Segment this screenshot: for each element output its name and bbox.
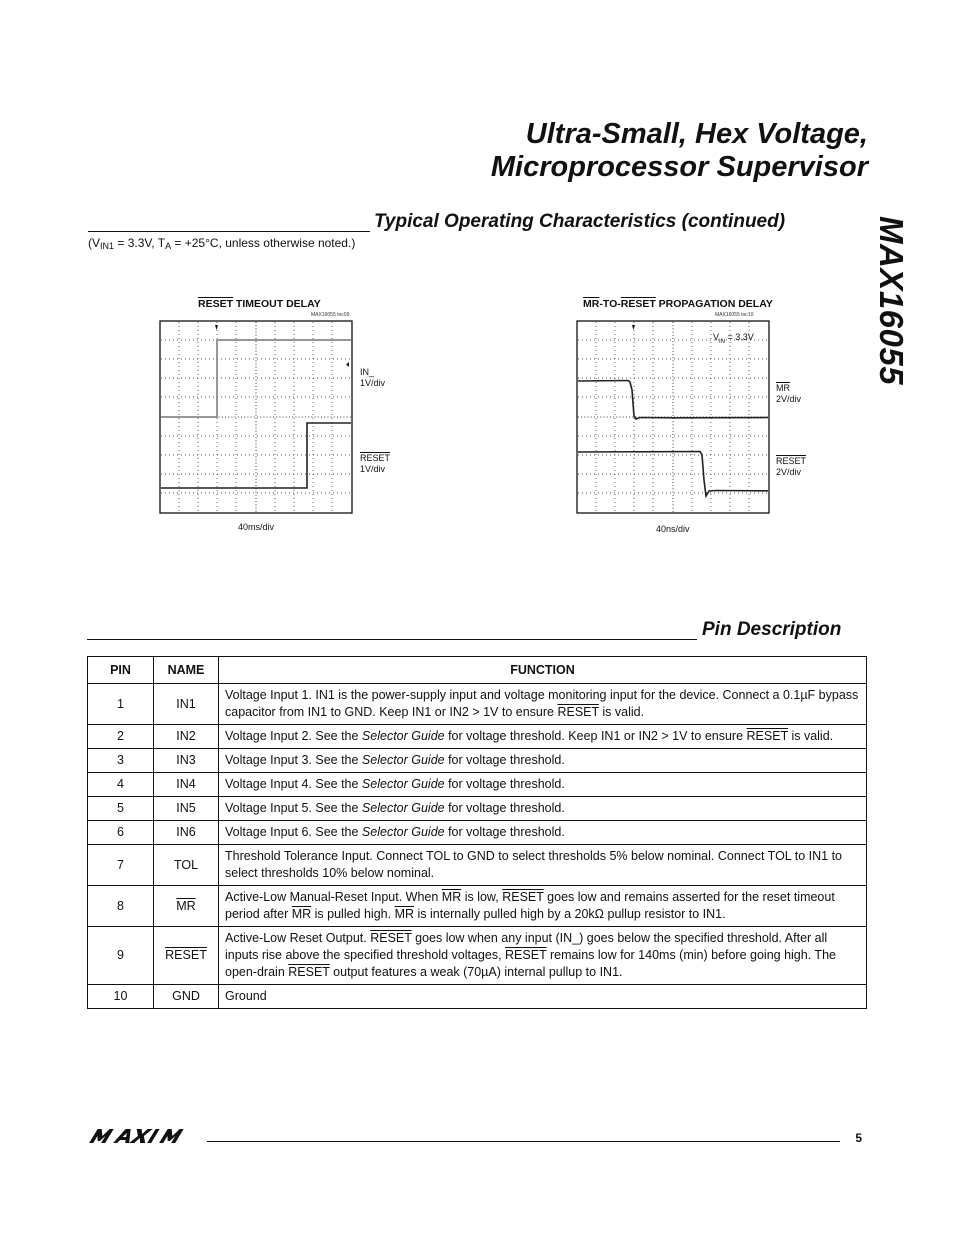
- col-header-pin: PIN: [88, 657, 154, 684]
- pin-heading-rule: [87, 639, 697, 640]
- pin-name: TOL: [154, 845, 219, 886]
- pin-function: Voltage Input 1. IN1 is the power-supply input and voltage monitoring input for the device. Connect a 0.1µF bypass capacitor from IN1 to GND. Keep IN1 or IN2 > 1V to ensure RESET is valid.: [219, 684, 867, 725]
- pin-name: GND: [154, 985, 219, 1009]
- col-header-name: NAME: [154, 657, 219, 684]
- scope2-reset-label: RESET 2V/div: [776, 456, 807, 477]
- document-title: [491, 118, 868, 184]
- col-header-function: FUNCTION: [219, 657, 867, 684]
- pin-name: IN1: [154, 684, 219, 725]
- pin-number: 3: [88, 749, 154, 773]
- toc-heading-rule: [88, 231, 370, 232]
- pin-function: Voltage Input 5. See the Selector Guide for voltage threshold.: [219, 797, 867, 821]
- scope1-in-label: IN_ 1V/div: [360, 367, 386, 388]
- pin-number: 2: [88, 725, 154, 749]
- table-row: [88, 684, 867, 725]
- pin-function: Voltage Input 6. See the Selector Guide for voltage threshold.: [219, 821, 867, 845]
- pin-number: 10: [88, 985, 154, 1009]
- scope1-title: RESET TIMEOUT DELAY: [198, 298, 321, 310]
- table-row: [88, 985, 867, 1009]
- pin-name: IN2: [154, 725, 219, 749]
- table-row: [88, 821, 867, 845]
- scope2-figure-code: MAX16055 toc10: [715, 312, 754, 318]
- table-header-row: [88, 657, 867, 684]
- part-number: MAX16055: [873, 216, 910, 386]
- pin-name: $\overline{MR}$: [154, 886, 219, 927]
- scope2-screen: [576, 320, 770, 514]
- pin-description-table: [87, 656, 867, 1009]
- scope1-screen: [159, 320, 353, 514]
- pin-function: Voltage Input 2. See the Selector Guide for voltage threshold. Keep IN1 or IN2 > 1V to ensure RESET is valid.: [219, 725, 867, 749]
- table-row: [88, 725, 867, 749]
- pin-name: RESET: [154, 927, 219, 985]
- pin-function: Voltage Input 4. See the Selector Guide for voltage threshold.: [219, 773, 867, 797]
- title-line-2: Microprocessor Supervisor: [490, 151, 868, 183]
- table-row: [88, 845, 867, 886]
- part-number-side-label: [873, 216, 910, 396]
- pin-name: IN5: [154, 797, 219, 821]
- toc-heading: Typical Operating Characteristics (continued): [374, 211, 786, 232]
- title-line-1: Ultra-Small, Hex Voltage,: [525, 118, 868, 150]
- page-number: 5: [855, 1131, 862, 1145]
- pin-number: 9: [88, 927, 154, 985]
- scope1-reset-label: RESET 1V/div: [360, 453, 391, 474]
- pin-name: IN6: [154, 821, 219, 845]
- scope1-figure-code: MAX16055 toc09: [311, 312, 350, 318]
- scope2-title: $\overline{MR}-TO$-RESET PROPAGATION DELAY: [583, 298, 773, 310]
- pin-function: Active-Low Manual-Reset Input. When $\overline{MR}$ is low, RESET goes low and remains asserted for the reset timeout period after $\overline{MR}$ is pulled high. $\overline{MR}$ is internally pulled high by a 20kΩ pullup resistor to IN1.: [219, 886, 867, 927]
- scope1-timebase: 40ms/div: [238, 522, 275, 532]
- table-row: [88, 773, 867, 797]
- pin-function: Ground: [219, 985, 867, 1009]
- pin-number: 5: [88, 797, 154, 821]
- table-row: [88, 927, 867, 985]
- pin-number: 7: [88, 845, 154, 886]
- pin-name: IN3: [154, 749, 219, 773]
- footer-rule: [207, 1141, 840, 1142]
- table-row: [88, 886, 867, 927]
- pin-function: Threshold Tolerance Input. Connect TOL to GND to select thresholds 5% below nominal. Connect TOL to IN1 to select thresholds 10% below nominal.: [219, 845, 867, 886]
- scope2-vin-label: $V_{IN} = 3.3V$: [713, 332, 754, 345]
- table-row: [88, 749, 867, 773]
- pin-number: 6: [88, 821, 154, 845]
- operating-conditions: ($V_{IN1} = 3.3V$, $T_A = +25^\circ C$, unless otherwise noted.): [88, 236, 356, 251]
- pin-name: IN4: [154, 773, 219, 797]
- maxim-logo: [88, 1128, 198, 1144]
- pin-number: 4: [88, 773, 154, 797]
- pin-number: 8: [88, 886, 154, 927]
- pin-function: Voltage Input 3. See the Selector Guide for voltage threshold.: [219, 749, 867, 773]
- scope2-mr-label: $\overline{MR}$ 2V/div: [776, 383, 802, 404]
- table-row: [88, 797, 867, 821]
- scope2-timebase: 40ns/div: [656, 524, 690, 534]
- pin-description-heading: Pin Description: [702, 619, 842, 640]
- pin-function: Active-Low Reset Output. RESET goes low when any input (IN_) goes below the specified threshold. After all inputs rise above the specified threshold voltages, RESET remains low for 140ms (min) before going high. The open-drain RESET output features a weak (70µA) internal pullup to IN1.: [219, 927, 867, 985]
- pin-number: 1: [88, 684, 154, 725]
